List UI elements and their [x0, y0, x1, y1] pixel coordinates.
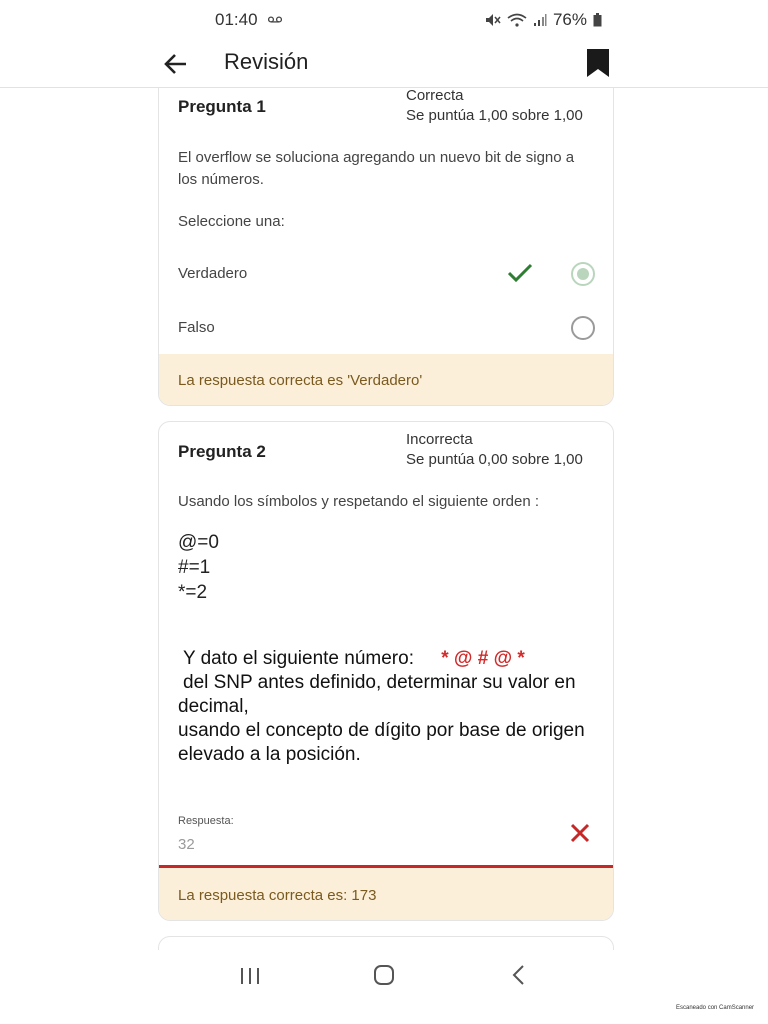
feedback-text: La respuesta correcta es 'Verdadero' — [178, 372, 423, 389]
status-bar — [0, 0, 768, 40]
incorrect-x-icon — [570, 823, 590, 843]
question-body-rest: del SNP antes definido, determinar su valor en decimal, — [178, 672, 576, 717]
answer-input[interactable]: 32 — [178, 836, 195, 853]
page-title: Revisión — [224, 49, 309, 74]
status-icons — [485, 10, 602, 30]
signal-icon — [533, 13, 547, 27]
back-arrow-icon[interactable] — [162, 50, 190, 78]
recent-apps-icon[interactable] — [239, 966, 261, 986]
feedback-box — [159, 868, 614, 921]
question-card-1 — [158, 88, 614, 406]
scanner-watermark: Escaneado con CamScanner — [676, 1005, 755, 1011]
symbol-definition: #=1 — [178, 557, 211, 578]
select-prompt: Seleccione una: — [178, 213, 285, 230]
question-state — [406, 88, 583, 126]
question-text: Usando los símbolos y respetando el siguiente orden : — [178, 493, 540, 510]
question-state — [406, 430, 583, 470]
status-time: 01:40 — [215, 10, 258, 29]
question-card-2 — [158, 421, 614, 921]
question-grade: Se puntúa 0,00 sobre 1,00 — [406, 451, 583, 468]
question-body-line — [178, 647, 608, 671]
radio-falso[interactable] — [571, 316, 595, 340]
home-icon[interactable] — [373, 964, 395, 986]
question-status: Correcta — [406, 88, 464, 104]
answer-label: Respuesta: — [178, 815, 234, 827]
question-grade: Se puntúa 1,00 sobre 1,00 — [406, 107, 583, 124]
option-label-verdadero: Verdadero — [178, 265, 248, 282]
option-label-falso: Falso — [178, 319, 215, 336]
review-content[interactable] — [0, 88, 768, 950]
symbol-definition: @=0 — [178, 532, 219, 553]
wifi-icon — [507, 13, 527, 27]
body-intro: Y dato el siguiente número: — [183, 648, 414, 669]
feedback-box — [159, 354, 614, 406]
symbol-definition: *=2 — [178, 582, 208, 603]
question-text: El overflow se soluciona agregando un nuevo bit de signo a los números. — [178, 149, 575, 188]
feedback-text: La respuesta correcta es: 173 — [178, 886, 377, 904]
mute-icon — [485, 13, 501, 27]
bookmark-icon[interactable] — [586, 48, 610, 78]
correct-check-icon — [507, 263, 533, 283]
question-title: Pregunta 2 — [178, 442, 266, 461]
nav-back-icon[interactable] — [511, 964, 527, 986]
battery-percent: 76% — [552, 10, 587, 29]
voicemail-icon — [268, 16, 282, 23]
app-bar — [0, 40, 768, 88]
snp-number: * @ # @ * — [441, 648, 525, 669]
question-title: Pregunta 1 — [178, 97, 266, 116]
battery-icon — [593, 13, 602, 27]
radio-verdadero[interactable] — [571, 262, 595, 286]
question-body-last: usando el concepto de dígito por base de origen elevado a la posición. — [178, 720, 585, 765]
navigation-bar — [0, 950, 768, 1002]
question-status: Incorrecta — [406, 431, 473, 448]
question-card-3 — [158, 936, 614, 950]
